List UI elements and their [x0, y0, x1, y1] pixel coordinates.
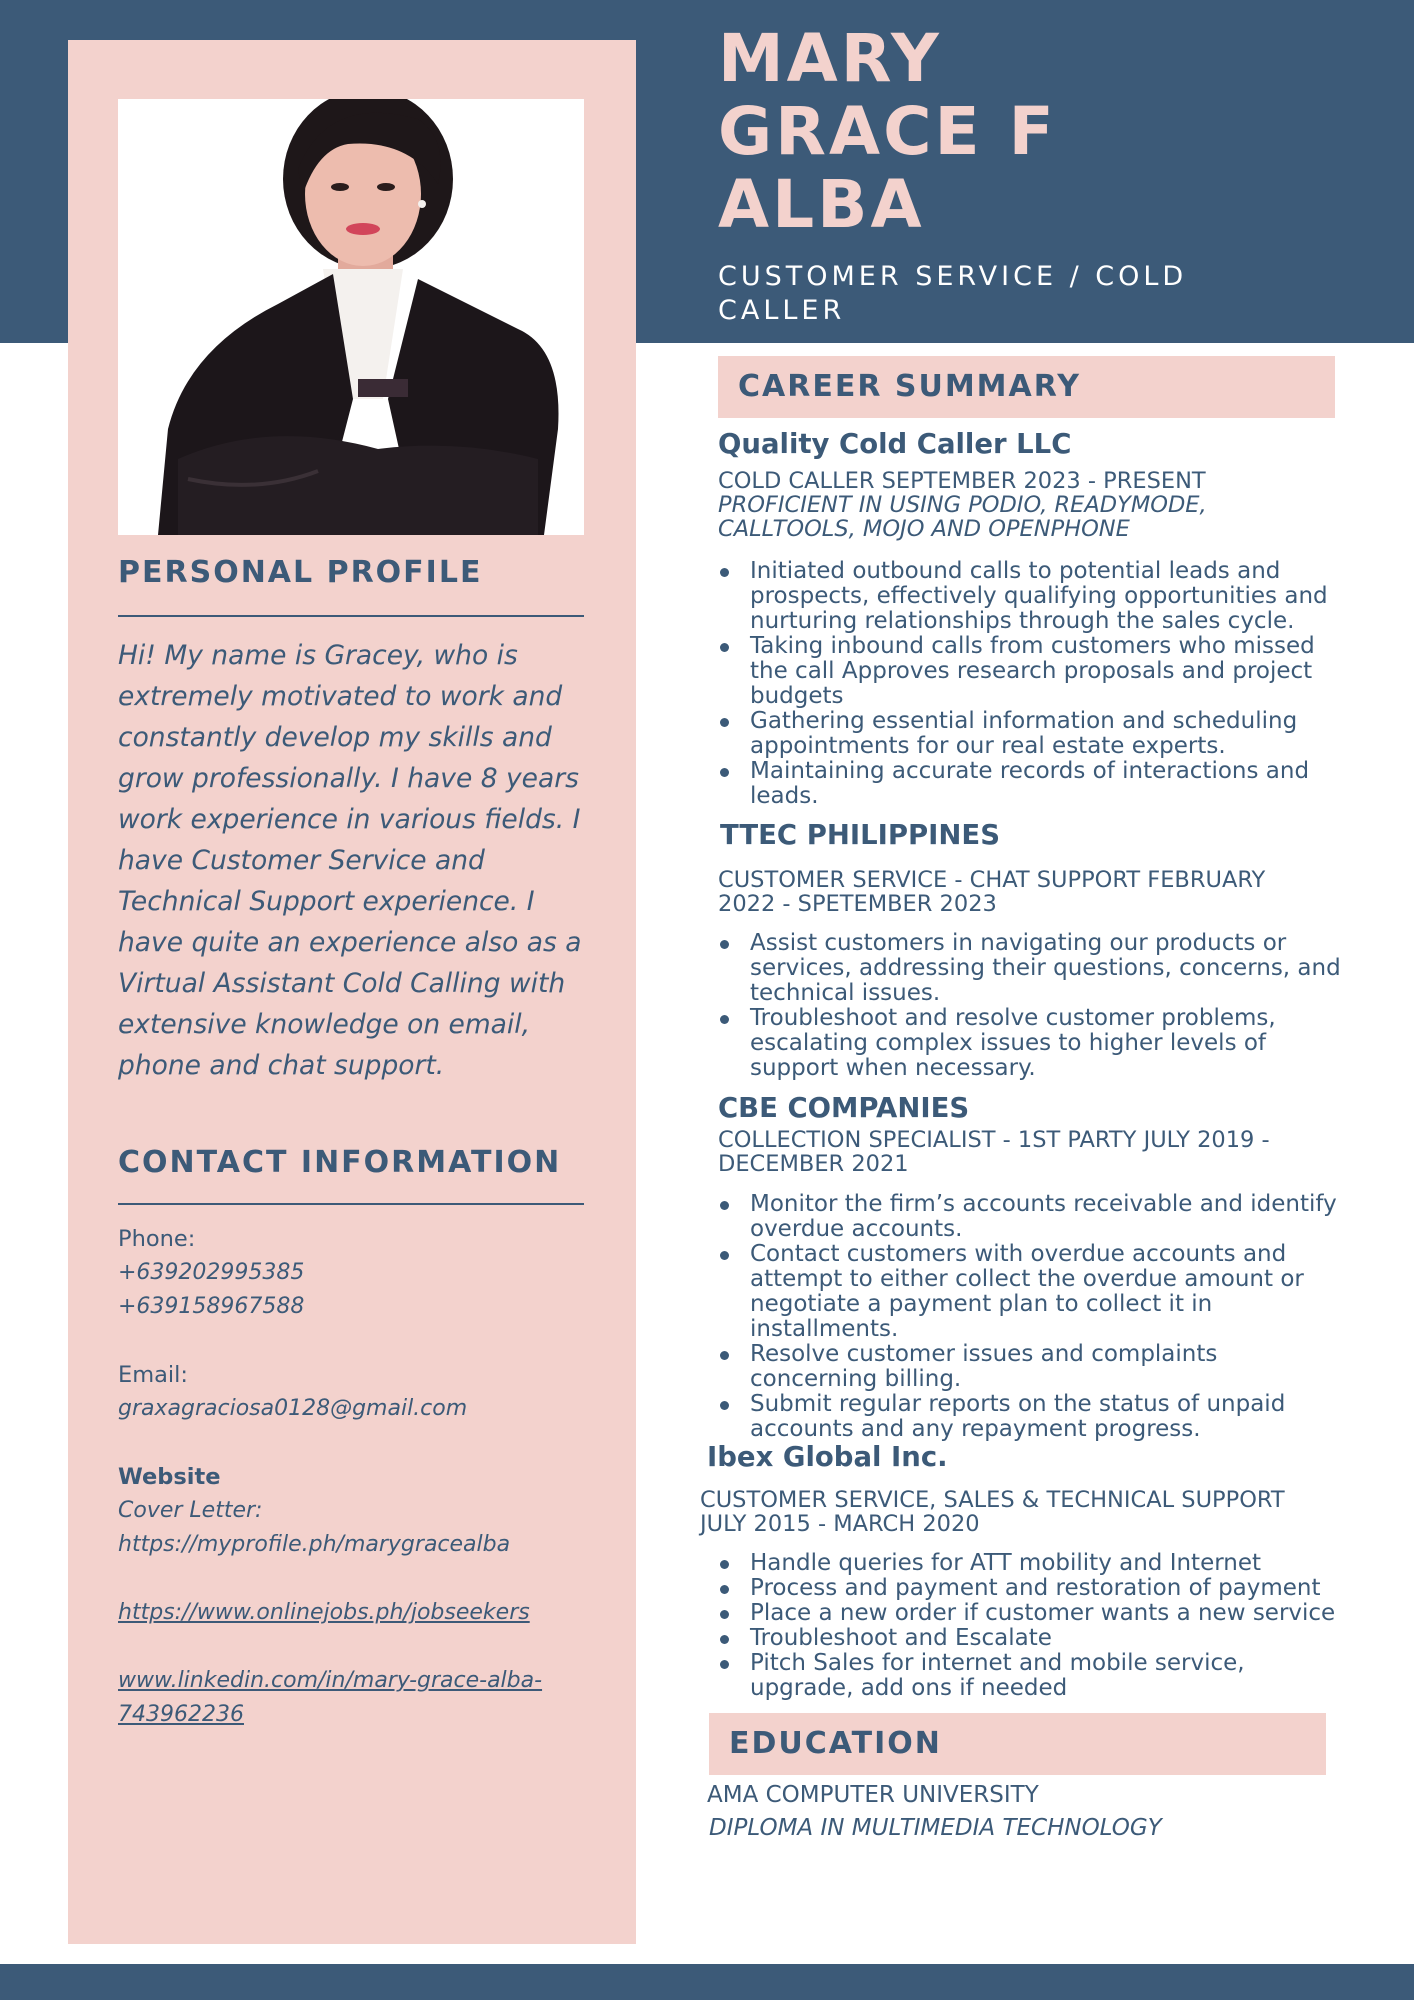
- duty-item: Resolve customer issues and complaints concerning billing.: [718, 1342, 1348, 1392]
- phone-number[interactable]: +639158967588: [118, 1294, 305, 1319]
- personal-profile-heading: PERSONAL PROFILE: [118, 555, 483, 590]
- contact-divider: [118, 1203, 584, 1205]
- duty-item: Troubleshoot and resolve customer problems, escalating complex issues to higher levels of support when necessary.: [718, 1006, 1348, 1081]
- duty-item: Monitor the firm’s accounts receivable and identify overdue accounts.: [718, 1192, 1348, 1242]
- email-label: Email:: [118, 1362, 189, 1388]
- duty-list: [718, 1192, 1348, 1442]
- job-note: PROFICIENT IN USING PODIO, READYMODE, CALLTOOLS, MOJO AND OPENPHONE: [718, 492, 1207, 542]
- profile-photo: [118, 99, 584, 535]
- duty-item: Pitch Sales for internet and mobile service, upgrade, add ons if needed: [718, 1651, 1348, 1701]
- portrait-image: [118, 99, 584, 535]
- onlinejobs-link[interactable]: https://www.onlinejobs.ph/jobseekers: [118, 1600, 530, 1625]
- job-title: CUSTOMER SERVICE, SALES & TECHNICAL SUPPORT JULY 2015 - MARCH 2020: [700, 1487, 1285, 1537]
- footer-band: [0, 1964, 1414, 2000]
- linkedin-link-continued[interactable]: 743962236: [118, 1702, 244, 1727]
- name-line: ALBA: [718, 166, 925, 243]
- phone-number[interactable]: +639202995385: [118, 1260, 305, 1285]
- job-title: COLLECTION SPECIALIST - 1ST PARTY JULY 2019 - DECEMBER 2021: [718, 1127, 1270, 1177]
- cover-letter-link[interactable]: https://myprofile.ph/marygracealba: [118, 1532, 511, 1557]
- education-bar: [709, 1713, 1326, 1775]
- duty-item: Maintaining accurate records of interactions and leads.: [718, 759, 1348, 809]
- school-name: AMA COMPUTER UNIVERSITY: [707, 1782, 1039, 1808]
- cover-letter-label: Cover Letter:: [118, 1498, 263, 1523]
- contact-block: [118, 1222, 588, 1732]
- duty-item: Contact customers with overdue accounts and attempt to either collect the overdue amount or negotiate a payment plan to collect it in installments.: [718, 1242, 1348, 1342]
- candidate-name: [718, 22, 1057, 241]
- job-title-text: COLD CALLER SEPTEMBER 2023 - PRESENT: [718, 468, 1206, 494]
- phone-label: Phone:: [118, 1226, 196, 1252]
- profile-divider: [118, 615, 584, 617]
- job-role: CUSTOMER SERVICE / COLD CALLER: [718, 261, 1188, 326]
- company-name: Quality Cold Caller LLC: [718, 428, 1072, 460]
- duty-item: Taking inbound calls from customers who missed the call Approves research proposals and project budgets: [718, 634, 1348, 709]
- company-name: CBE COMPANIES: [718, 1092, 970, 1124]
- contact-heading: CONTACT INFORMATION: [118, 1145, 562, 1180]
- duty-item: Assist customers in navigating our products or services, addressing their questions, concerns, and technical issues.: [718, 931, 1348, 1006]
- duty-item: Submit regular reports on the status of unpaid accounts and any repayment progress.: [718, 1392, 1348, 1442]
- linkedin-link[interactable]: www.linkedin.com/in/mary-grace-alba-: [118, 1668, 543, 1693]
- duty-item: Gathering essential information and scheduling appointments for our real estate experts.: [718, 709, 1348, 759]
- duty-item: Process and payment and restoration of payment: [718, 1576, 1348, 1601]
- duty-item: Initiated outbound calls to potential leads and prospects, effectively qualifying opportunities and nurturing relationships through the sales cycle.: [718, 559, 1348, 634]
- duty-item: Place a new order if customer wants a new service: [718, 1601, 1348, 1626]
- education-heading: EDUCATION: [729, 1726, 942, 1761]
- duty-list: [718, 559, 1348, 809]
- name-line: GRACE F: [718, 93, 1057, 170]
- website-label: Website: [118, 1464, 221, 1490]
- company-name: Ibex Global Inc.: [707, 1441, 948, 1473]
- job-title: CUSTOMER SERVICE - CHAT SUPPORT FEBRUARY 2022 - SPETEMBER 2023: [718, 867, 1266, 917]
- profile-text: Hi! My name is Gracey, who is extremely motivated to work and constantly develop my skills and grow professionally. I have 8 years work experience in various fields. I have Customer Service and Technical Support experience. I have quite an experience also as a Virtual Assistant Cold Calling with extensive knowledge on email, phone and chat support.: [118, 640, 582, 1081]
- company-name: TTEC PHILIPPINES: [720, 819, 1000, 851]
- job-title: [718, 469, 1348, 541]
- career-summary-bar: [718, 356, 1335, 418]
- career-summary-heading: CAREER SUMMARY: [738, 369, 1081, 404]
- email-address[interactable]: graxagraciosa0128@gmail.com: [118, 1396, 468, 1421]
- degree-name: DIPLOMA IN MULTIMEDIA TECHNOLOGY: [709, 1815, 1162, 1841]
- duty-list: [718, 1551, 1348, 1701]
- duty-list: [718, 931, 1348, 1081]
- duty-item: Handle queries for ATT mobility and Internet: [718, 1551, 1348, 1576]
- name-line: MARY: [718, 20, 942, 97]
- duty-item: Troubleshoot and Escalate: [718, 1626, 1348, 1651]
